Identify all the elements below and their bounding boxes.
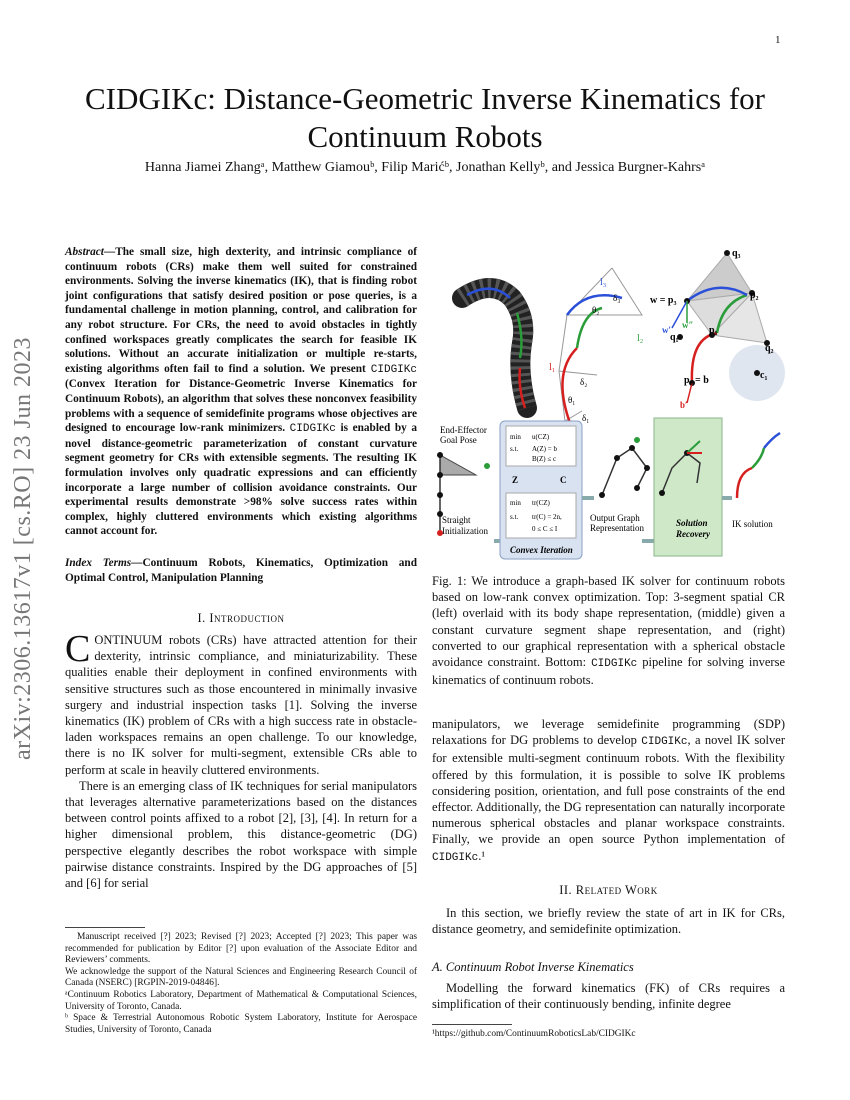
figure-1-graphic bbox=[432, 243, 792, 568]
index-terms bbox=[65, 556, 417, 585]
label-straight: Straight bbox=[442, 515, 471, 525]
section-heading-introduction: I. Introduction bbox=[197, 611, 285, 625]
intro-paragraph-2: There is an emerging class of IK techniques for serial manipulators that leverages alternative parameterizations based on the distances between control points affixed to a robot [2], [3], [4]. In return for a higher dimensional problem, this distance-geometric (DG) perspective elegantly describes the robot workspace with simple pairwise distance constraints. Inspired by the DG approaches of [5] and [6] for serial bbox=[65, 778, 417, 891]
footnotes-left bbox=[65, 927, 417, 1036]
footnote-ack: We acknowledge the support of the Natural Sciences and Engineering Research Council of Canada (NSERC) [RGPIN-2019-04846]. bbox=[65, 966, 417, 989]
label-p3: w = p₃ bbox=[650, 295, 677, 306]
index-terms-text: —Continuum Robots, Kinematics, Optimization and Optimal Control, Manipulation Planning bbox=[65, 557, 417, 584]
label-c: C bbox=[560, 475, 567, 485]
abstract-label: Abstract bbox=[65, 246, 104, 258]
label-w-prime: w′ bbox=[662, 325, 672, 335]
opt-constraint-1: A(Z) = b bbox=[532, 445, 557, 453]
footnote-rule-right bbox=[432, 1024, 512, 1025]
graph-representation bbox=[650, 248, 785, 410]
label-c1: c₁ bbox=[760, 370, 768, 381]
footnote-affil-a: ᵃContinuum Robotics Laboratory, Department of Mathematical & Computational Sciences, University of Toronto, Canada. bbox=[65, 989, 417, 1012]
footnote-manuscript: Manuscript received [?] 2023; Revised [?] 2023; Accepted [?] 2023; This paper was recommended for publication by Editor [?] upon evaluation of the Associate Editor and Reviewers’ comments. bbox=[65, 932, 417, 966]
label-z: Z bbox=[512, 475, 519, 485]
label-representation: Representation bbox=[590, 523, 644, 533]
algorithm-name: CIDGIKc bbox=[591, 658, 638, 671]
opt-min-bottom: min bbox=[510, 499, 521, 507]
label-delta2: δ₂ bbox=[580, 377, 588, 387]
footnote-affil-b: ᵇ Space & Terrestrial Autonomous Robotic System Laboratory, Institute for Aerospace Studies, University of Toronto, Canada bbox=[65, 1013, 417, 1035]
arxiv-stamp: arXiv:2306.13617v1 [cs.RO] 23 Jun 2023 bbox=[10, 337, 36, 760]
paper-title: CIDGIKc: Distance-Geometric Inverse Kinematics for Continuum Robots bbox=[84, 81, 766, 154]
footnote-url: ¹https://github.com/ContinuumRoboticsLab/CIDGIKc bbox=[432, 1029, 636, 1039]
algorithm-name: CIDGIKc bbox=[370, 363, 417, 376]
label-l1: l₁ bbox=[549, 362, 556, 373]
label-theta2: θ₂ bbox=[592, 305, 600, 315]
subsection-heading: A. Continuum Robot Inverse Kinematics bbox=[432, 960, 634, 974]
pipeline-diagram bbox=[437, 418, 780, 559]
intro-lead-word: ONTINUUM bbox=[94, 633, 163, 647]
opt-constraint-2: B(Z) ≤ c bbox=[532, 455, 557, 463]
label-delta1: δ₁ bbox=[582, 413, 590, 423]
label-b-prime: b′ bbox=[680, 400, 688, 410]
label-output-graph: Output Graph bbox=[590, 513, 640, 523]
constant-curvature-diagram bbox=[549, 268, 643, 423]
label-goal-pose: Goal Pose bbox=[440, 435, 477, 445]
intro-paragraph-1: robots (CRs) have attracted attention for their dexterity, intrinsic compliance, and miniaturizability. These qualities enable their deployment in confined environments with sensitive structures such as those encountered in minimally invasive surgery and industrial inspection tasks [1]. Solving the inverse kinematics (IK) problem of CRs with a high success rate in obstacle-laden workspaces remains an open challenge. To our knowledge, there is no IK solver for multi-segment, extensible CRs able to perform at scale in heavily cluttered environments. bbox=[65, 633, 417, 777]
algorithm-name: CIDGIKc bbox=[289, 423, 336, 436]
right-text-end: .¹ bbox=[478, 848, 486, 863]
caption-text: Fig. 1: We introduce a graph-based IK solver for continuum robots based on low-rank convex optimization. Top: 3-segment spatial CR (left) overlaid with its body shape representation, (middle) given a constant curvature segment shape representation, and (right) converted to our graphical representation with a spherical obstacle avoidance constraint. Bottom: bbox=[432, 574, 785, 670]
label-w-double-prime: w″ bbox=[682, 320, 694, 330]
opt-constraint-4: 0 ≤ C ≤ I bbox=[532, 525, 558, 533]
opt-st-bottom: s.t. bbox=[510, 513, 519, 521]
figure-caption bbox=[432, 573, 785, 688]
index-terms-label: Index Terms bbox=[65, 557, 132, 569]
algorithm-name: CIDGIKc bbox=[432, 851, 479, 864]
label-convex-iteration: Convex Iteration bbox=[510, 545, 573, 555]
label-p0: p₀ = b bbox=[684, 375, 709, 386]
right-column-paragraph bbox=[432, 716, 785, 866]
label-q3: q₃ bbox=[732, 248, 741, 259]
related-work-intro: In this section, we briefly review the state of art in IK for CRs, distance geometry, and semidefinite optimization. bbox=[432, 906, 785, 937]
footnote-right bbox=[432, 1024, 785, 1039]
label-theta1: θ₁ bbox=[568, 395, 576, 405]
opt-constraint-3: tr(C) = 2n, bbox=[532, 513, 562, 521]
label-ik-solution: IK solution bbox=[732, 519, 773, 529]
drop-cap: C bbox=[65, 628, 91, 670]
label-p1: p₁ bbox=[709, 325, 718, 336]
figure-1 bbox=[432, 243, 792, 568]
label-end-effector: End-Effector bbox=[440, 425, 487, 435]
label-l3: l₃ bbox=[600, 277, 607, 288]
algorithm-name: CIDGIKc bbox=[641, 736, 688, 749]
page-number: 1 bbox=[775, 34, 781, 46]
opt-st-top: s.t. bbox=[510, 445, 519, 453]
section-heading-related-work: II. Related Work bbox=[559, 883, 658, 897]
abstract-text-2: (Convex Iteration for Distance-Geometric Inverse Kinematics for Continuum Robots), an algorithm that solves these nonconvex feasibility problems with a sequence of semidefinite programs whose objectives are designed to encourage low-rank minimizers. bbox=[65, 378, 417, 435]
label-p2: p₂ bbox=[750, 290, 759, 301]
author-list: Hanna Jiamei Zhangᵃ, Matthew Giamouᵇ, Filip Marićᵇ, Jonathan Kellyᵇ, and Jessica Burgner-Kahrsᵃ bbox=[144, 160, 706, 175]
label-l2: l₂ bbox=[637, 333, 644, 344]
introduction-body bbox=[65, 628, 417, 891]
abstract-text-3: is enabled by a novel distance-geometric parameterization of constant curvature segment geometry for CRs with extensible segments. The resulting IK formulation involves only quadratic expressions and can efficiently incorporate a large number of collision avoidance constraints. Our experimental results demonstrate >98% solve success rates within complex, highly cluttered environments which existing algorithms cannot account for. bbox=[65, 422, 417, 538]
right-text-1: manipulators, we leverage semidefinite programming (SDP) relaxations for DG problems to develop bbox=[432, 717, 785, 748]
label-recovery: Recovery bbox=[676, 529, 710, 539]
caption-end: pipeline for solving inverse kinematics of continuum robots. bbox=[432, 655, 786, 688]
opt-min-top: min bbox=[510, 433, 521, 441]
abstract bbox=[65, 245, 417, 539]
continuum-robot-photo bbox=[462, 288, 527, 408]
opt-objective-bottom: tr(CZ) bbox=[532, 499, 550, 507]
label-initialization: Initialization bbox=[442, 526, 488, 536]
related-work-paragraph: Modelling the forward kinematics (FK) of CRs requires a simplification of their continuously bending, infinite degree bbox=[432, 981, 785, 1012]
opt-objective-top: u(CZ) bbox=[532, 433, 550, 441]
abstract-text-1: —The small size, high dexterity, and intrinsic compliance of continuum robots (CRs) make them well suited for constrained environments. Solving the inverse kinematics (IK), that is finding robot joint configurations that satisfy desired position or pose queries, is a fundamental challenge in motion planning, control, and calibration for any robot structure. For CRs, the need to avoid obstacles in tightly confined workspaces greatly complicates the search for feasible IK solutions. Without an accurate initialization or multiple re-starts, existing algorithms often fail to find a solution. We present bbox=[65, 246, 417, 375]
label-solution: Solution bbox=[676, 518, 708, 528]
label-delta3: δ₃ bbox=[613, 293, 621, 303]
label-q1: q₁ bbox=[670, 332, 679, 343]
label-q2: q₂ bbox=[765, 343, 774, 354]
right-text-2: , a novel IK solver for extensible multi-segment continuum robots. With the flexibility offered by this formulation, it is possible to solve IK problems considering position, orientation, and full pose constraints of the end effector. Additionally, the DG representation can naturally incorporate numerous spherical obstacles and planar workspace constraints. Finally, we provide an open source Python implementation of bbox=[432, 733, 785, 847]
footnote-rule bbox=[65, 927, 145, 928]
